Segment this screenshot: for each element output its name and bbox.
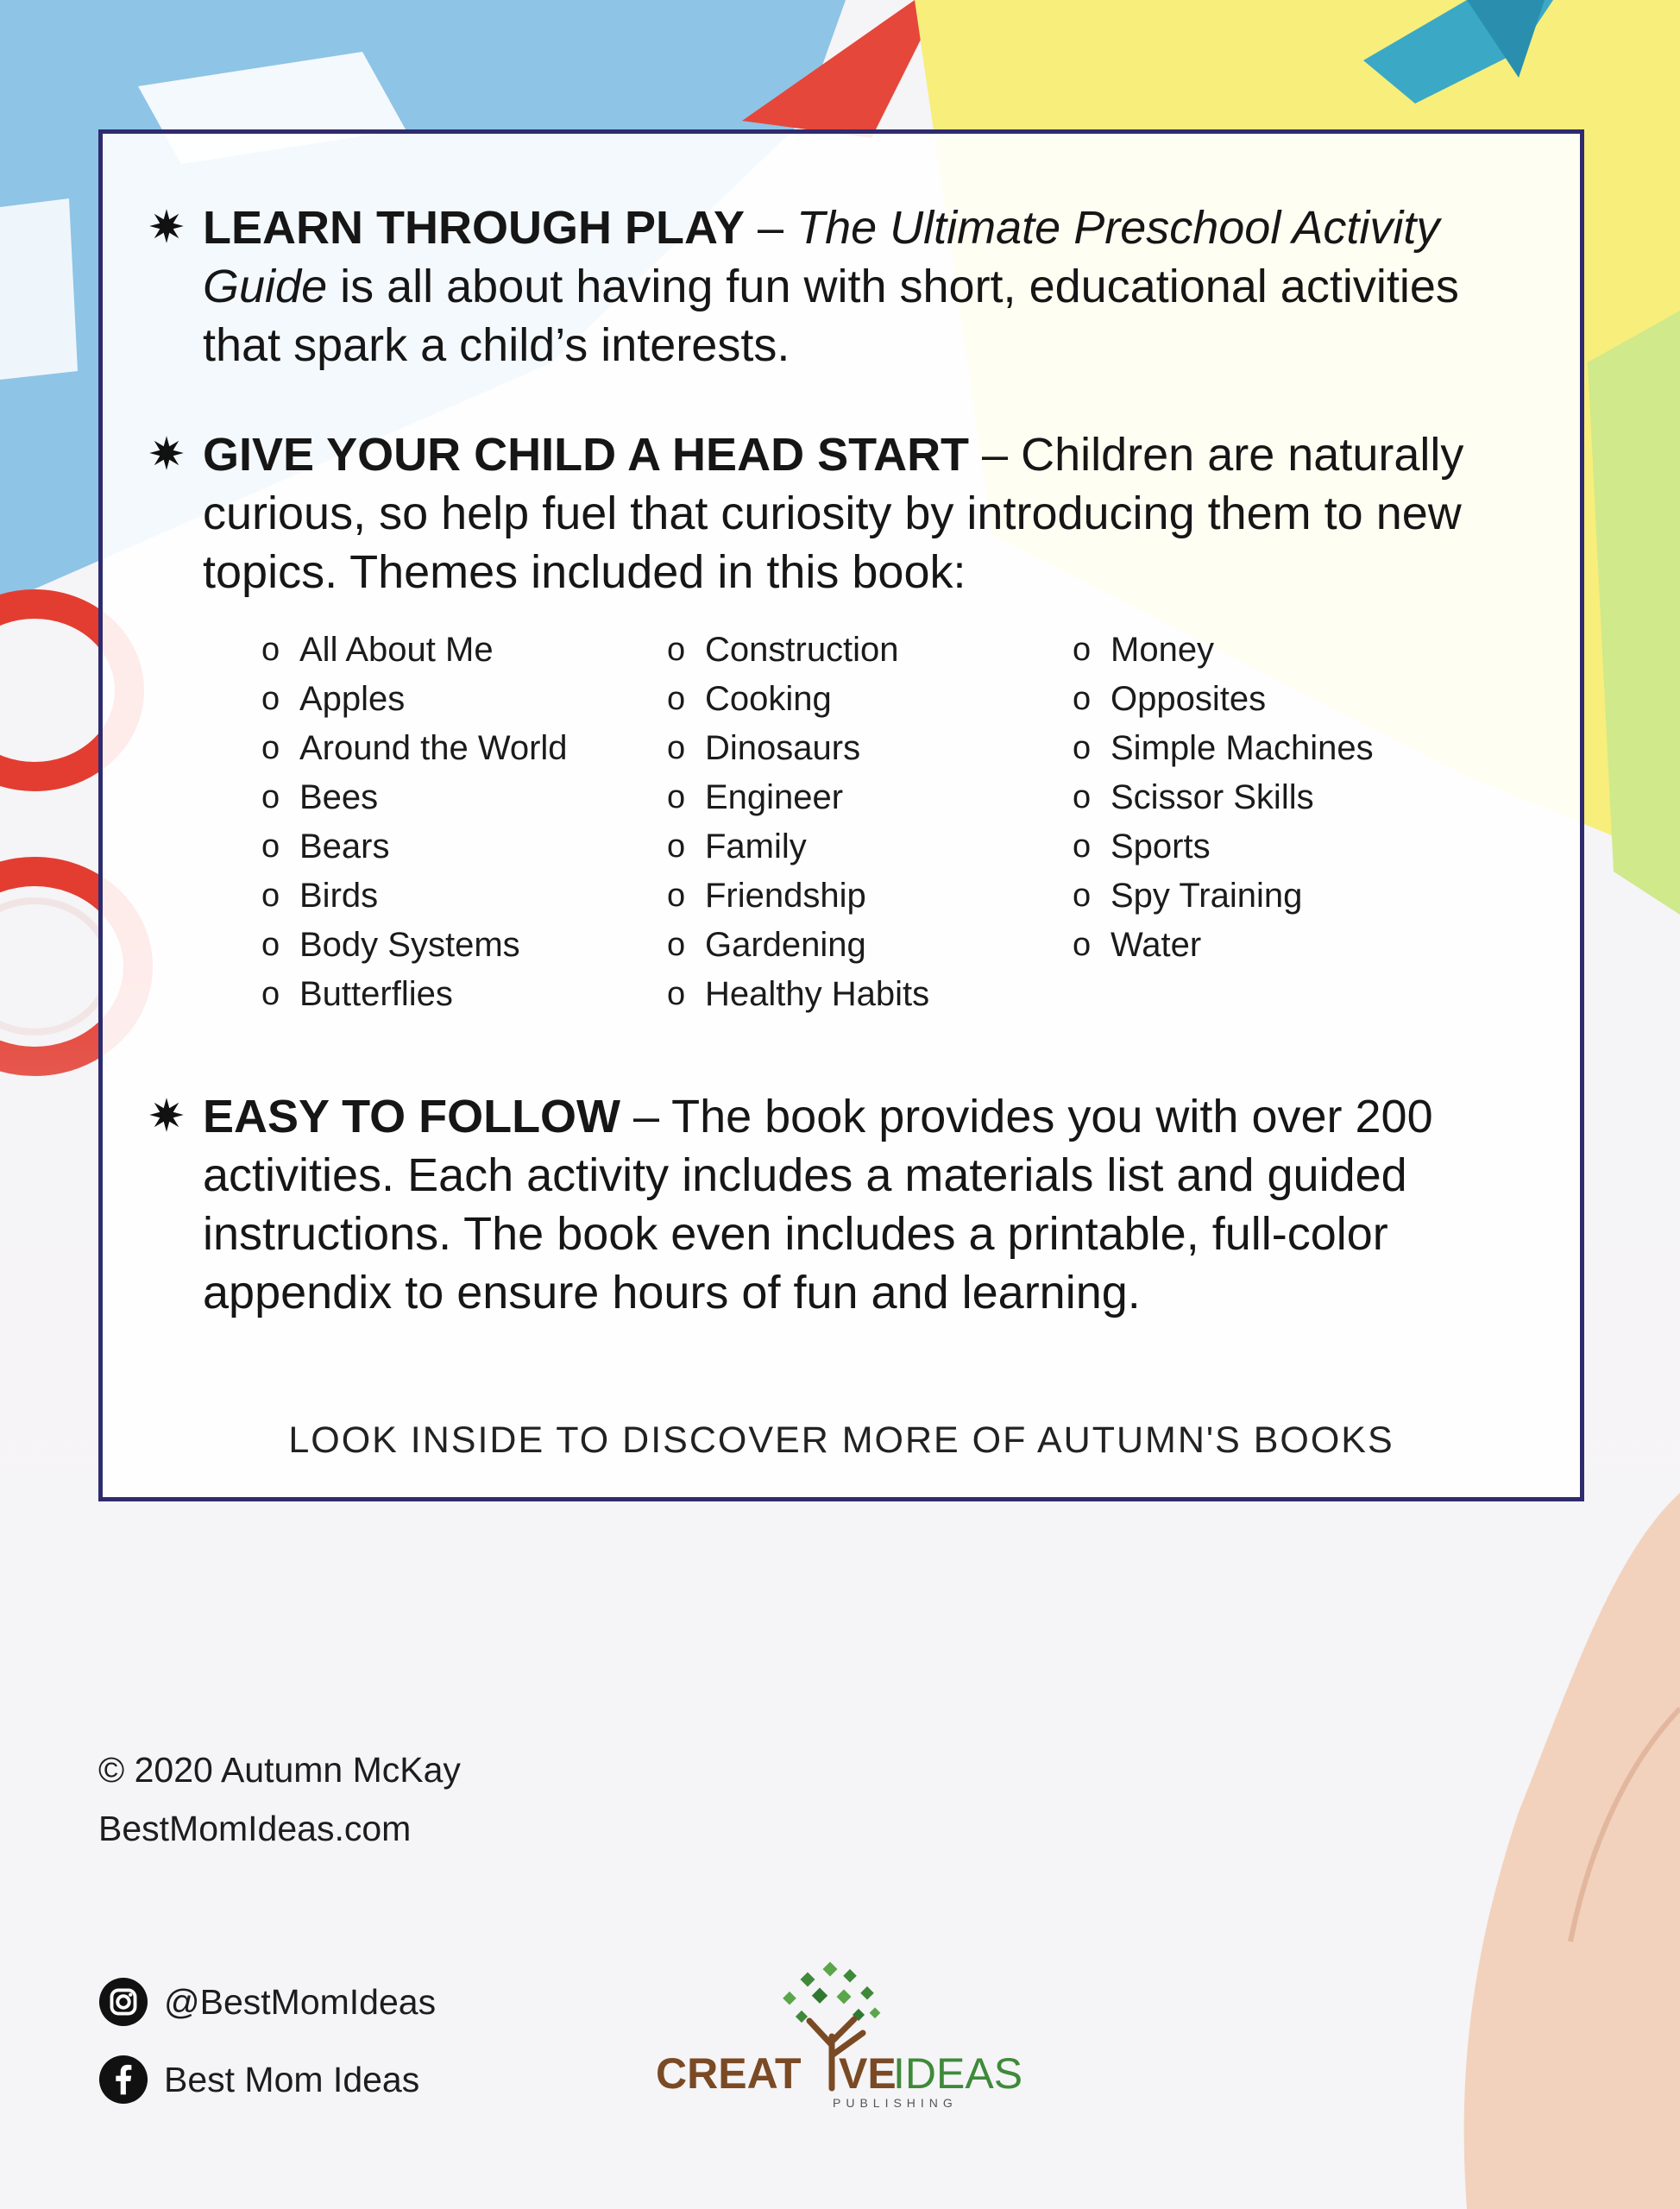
facebook-icon: [98, 2055, 148, 2105]
section-heading: EASY TO FOLLOW: [203, 1091, 621, 1142]
logo-creat: CREAT: [656, 2049, 802, 2098]
dash: –: [745, 202, 797, 254]
list-item: o Apples: [261, 680, 406, 718]
section-heading: LEARN THROUGH PLAY: [203, 202, 746, 254]
look-inside-text: LOOK INSIDE TO DISCOVER MORE OF AUTUMN'S BOOKS: [288, 1419, 1394, 1461]
instagram-handle: @BestMomIdeas: [164, 1981, 437, 2022]
copyright: © 2020 Autumn McKay: [98, 1750, 461, 1790]
book-title: The Ultimate Preschool Activity Guide: [203, 202, 1440, 312]
section-text: The book provides you with over 200 activities. Each activity includes a materials list and guided instructions. The book even includes a printable, full-color appendix to ensure hours of fun and learning.: [203, 1091, 1433, 1318]
list-item: o Butterflies: [261, 975, 453, 1013]
white-paper: [0, 198, 78, 380]
list-item: o Bees: [261, 778, 379, 816]
themes-column-1: [261, 626, 568, 1019]
list-item: o Spy Training: [1073, 877, 1303, 915]
themes-list: [103, 626, 1580, 1031]
logo-publishing: PUBLISHING: [833, 2096, 958, 2110]
content-box: [98, 129, 1584, 1501]
section-text: Children are naturally curious, so help fuel that curiosity by introducing them to new topics. Themes included in this book:: [203, 429, 1464, 598]
facebook-link[interactable]: [98, 2054, 419, 2105]
logo-ideas: IDEAS: [893, 2049, 1023, 2098]
list-item: o Engineer: [667, 778, 844, 816]
list-item: o Healthy Habits: [667, 975, 930, 1013]
list-item: o All About Me: [261, 631, 494, 669]
list-item: o Construction: [667, 631, 899, 669]
section-paragraph: [203, 1087, 1537, 1322]
list-item: o Dinosaurs: [667, 729, 861, 767]
facebook-name: Best Mom Ideas: [164, 2059, 420, 2099]
instagram-link[interactable]: [98, 1976, 436, 2028]
list-item: o Birds: [261, 877, 379, 915]
list-item: o Water: [1073, 926, 1202, 964]
themes-column-2: [667, 626, 929, 1019]
logo-ve: VE: [839, 2049, 897, 2098]
list-item: o Gardening: [667, 926, 866, 964]
publisher-logo: [656, 1959, 1035, 2131]
list-item: o Cooking: [667, 680, 832, 718]
instagram-icon: [98, 1977, 148, 2027]
list-item: o Around the World: [261, 729, 568, 767]
list-item: o Family: [667, 828, 807, 865]
star-bullet-icon: [148, 1096, 186, 1134]
star-bullet-icon: [148, 434, 186, 472]
section-heading: GIVE YOUR CHILD A HEAD START: [203, 429, 970, 481]
dash: –: [969, 429, 1022, 481]
list-item: o Bears: [261, 828, 390, 865]
section-paragraph: [203, 425, 1537, 601]
list-item: o Money: [1073, 631, 1215, 669]
list-item: o Opposites: [1073, 680, 1267, 718]
dash: –: [620, 1091, 672, 1142]
section-paragraph: [203, 198, 1537, 374]
list-item: o Simple Machines: [1073, 729, 1374, 767]
list-item: o Scissor Skills: [1073, 778, 1314, 816]
list-item: o Body Systems: [261, 926, 520, 964]
star-bullet-icon: [148, 207, 186, 245]
themes-column-3: [1073, 626, 1374, 970]
list-item: o Friendship: [667, 877, 866, 915]
website-link[interactable]: BestMomIdeas.com: [98, 1809, 412, 1848]
list-item: o Sports: [1073, 828, 1211, 865]
section-text: is all about having fun with short, educational activities that spark a child’s interests.: [203, 261, 1459, 371]
